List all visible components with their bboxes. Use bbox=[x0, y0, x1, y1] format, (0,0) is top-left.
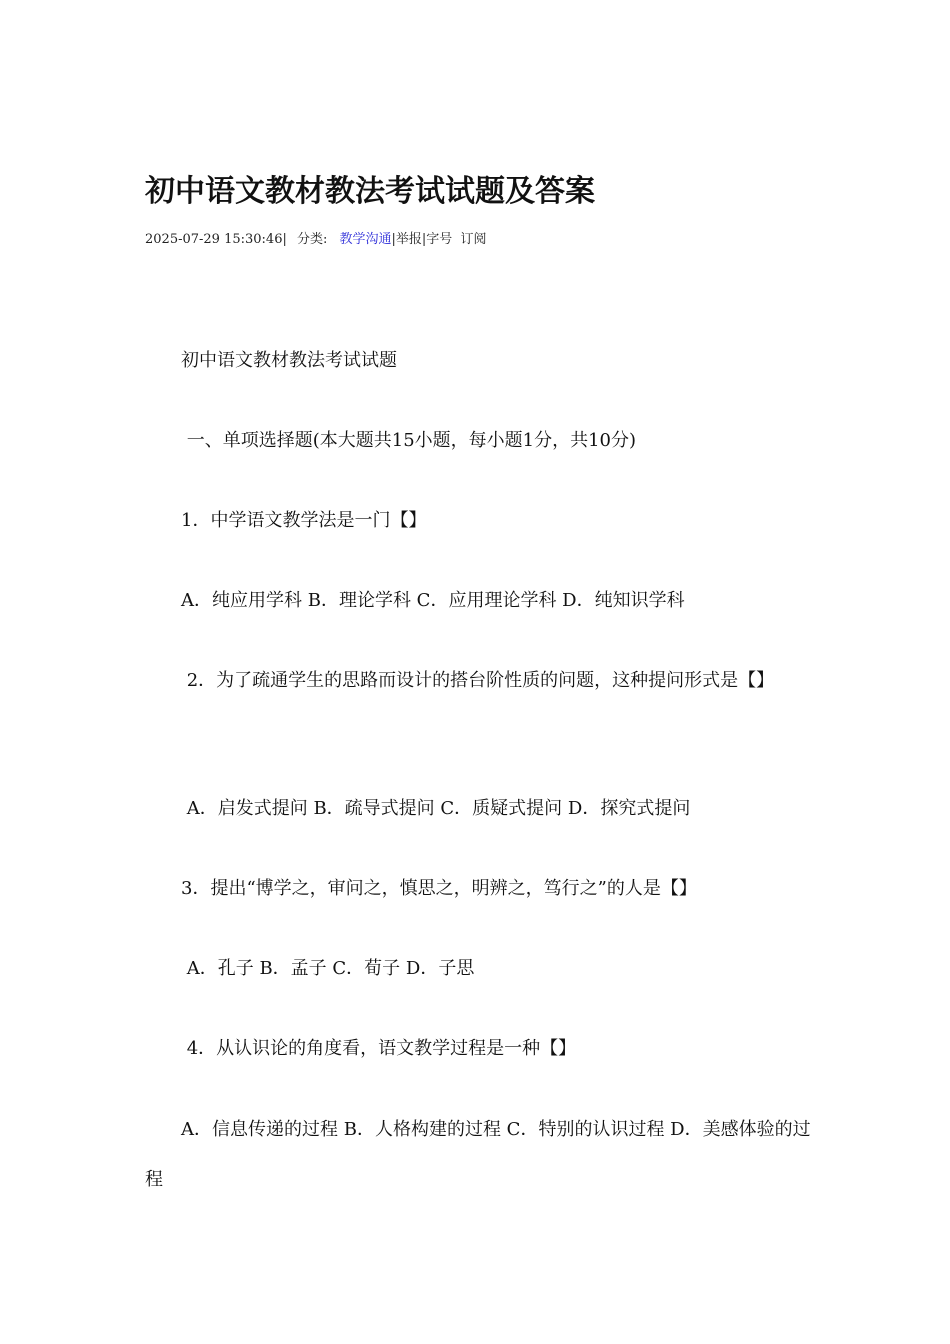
paragraph-heading: 初中语文教材教法考试试题 bbox=[145, 350, 397, 371]
report-fontsize-links[interactable]: |举报|字号 bbox=[391, 232, 453, 247]
article-meta bbox=[145, 230, 486, 250]
paragraph-section: 一、单项选择题(本大题共15小题，每小题1分，共10分) bbox=[145, 430, 637, 451]
publish-datetime: 2025-07-29 15:30:46| bbox=[145, 232, 287, 247]
question-2: 2．为了疏通学生的思路而设计的搭台阶性质的问题，这种提问形式是【】 bbox=[145, 670, 775, 691]
question-1-options: A．纯应用学科 B．理论学科 C．应用理论学科 D．纯知识学科 bbox=[145, 590, 685, 611]
question-4: 4．从认识论的角度看，语文教学过程是一种【】 bbox=[145, 1038, 577, 1059]
category-label: 分类: bbox=[297, 232, 328, 247]
question-3: 3．提出“博学之，审问之，慎思之，明辨之，笃行之”的人是【】 bbox=[145, 878, 697, 899]
question-2-options: A．启发式提问 B．疏导式提问 C．质疑式提问 D．探究式提问 bbox=[145, 798, 691, 819]
subscribe-link[interactable]: 订阅 bbox=[460, 232, 487, 247]
question-1: 1．中学语文教学法是一门【】 bbox=[145, 510, 427, 531]
article-title: 初中语文教材教法考试试题及答案 bbox=[145, 174, 595, 209]
category-link[interactable]: 教学沟通 bbox=[339, 232, 392, 247]
question-3-options: A．孔子 B．孟子 C．荀子 D．子思 bbox=[145, 958, 475, 979]
question-4-options: A．信息传递的过程 B．人格构建的过程 C．特别的认识过程 D．美感体验的过程 bbox=[145, 1119, 811, 1190]
